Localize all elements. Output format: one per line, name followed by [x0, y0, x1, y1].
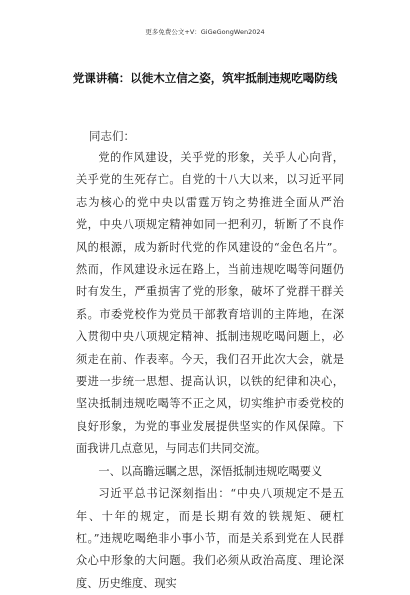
body-paragraph: 党的作风建设，关乎党的形象，关乎人心向背，关乎党的生死存亡。自党的十八大以来，以习近平同志为核心的党中央以雷霆万钧之势推进全面从严治党，中央八项规定精神如同一把利刃，斩断了不良作风的根源，成为新时代党的作风建设的“金色名片”。然而，作风建设永远在路上，当前违规吃喝等问题仍时有发生，严重损害了党的形象，破坏了党群干群关系。市委党校作为党员干部教育培训的主阵地，在深入贯彻中央八项规定精神、抵制违规吃喝问题上，必须走在前、作表率。今天，我们召开此次大会，就是要进一步统一思想、提高认识，以铁的纪律和决心，坚决抵制违规吃喝等不正之风，切实维护市委党校的良好形象，为党的事业发展提供坚实的作风保障。下面我讲几点意见，与同志们共同交流。	[76, 151, 344, 456]
header-note: 更多免费公文+V：GiGeGongWen2024	[145, 28, 265, 36]
body-paragraph: 习近平总书记深刻指出：“中央八项规定不是五年、十年的规定，而是长期有效的铁规矩、硬杠杠。”违规吃喝绝非小事小节，而是关系到党在人民群众心中形象的大问题。我们必须从政治高度、理论深度、历史维度、现实	[76, 487, 344, 590]
section-heading: 一、以高瞻远瞩之思，深悟抵制违规吃喝要义	[98, 464, 323, 478]
salutation: 同志们：	[89, 129, 135, 143]
document-body	[76, 147, 344, 595]
document-title: 党课讲稿：以徙木立信之姿，筑牢抵制违规吃喝防线	[72, 71, 338, 85]
